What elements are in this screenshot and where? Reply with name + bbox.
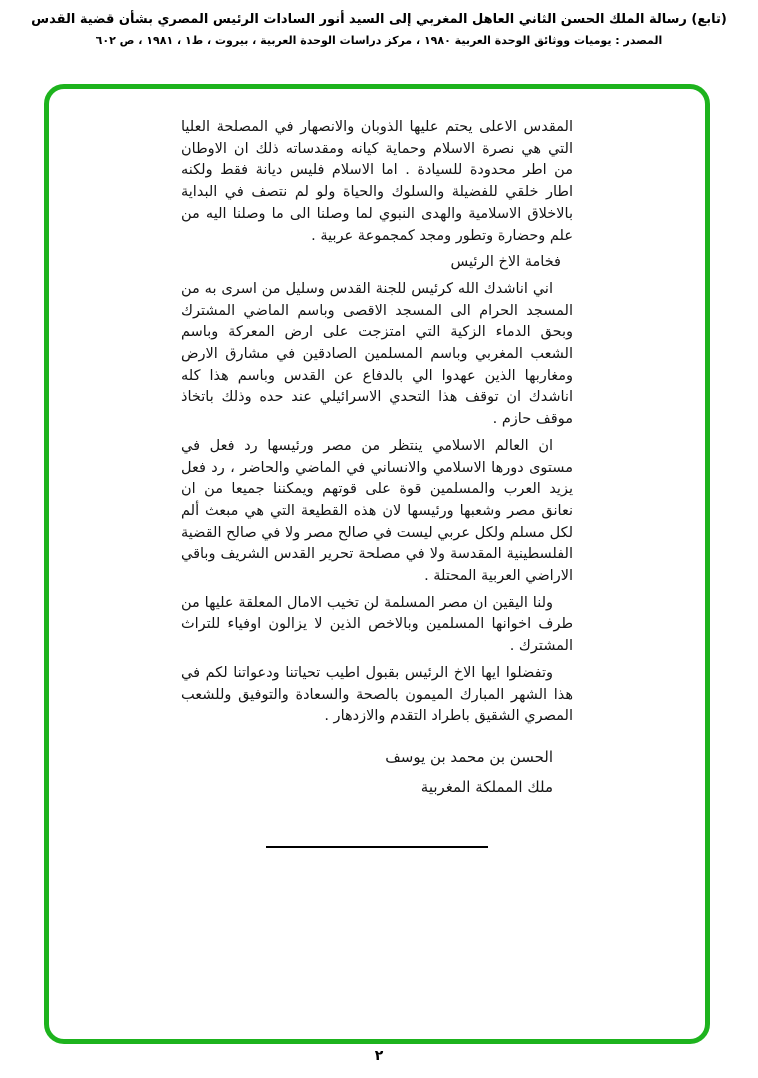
signature-title: ملك المملكة المغربية	[420, 777, 553, 796]
letter-paragraph: ان العالم الاسلامي ينتظر من مصر ورئيسها رد فعل في مستوى دورها الاسلامي والانساني في الماضي والحاضر ، رد فعل يزيد العرب والمسلمين قوة على قوتهم ويمكننا جميعا من ان نعانق مصر وشعبها ورئيسها لان هذه القطيعة التي هي مبعث ألم لكل مسلم ولكل عربي ليست في صالح مصر ولا في صالح القضية الفلسطينية المقدسة ولا في مصلحة تحرير القدس الشريف وباقي الاراضي العربية المحتلة .	[181, 437, 573, 585]
page-number: ٢	[374, 1048, 384, 1064]
signature-divider	[266, 846, 488, 848]
green-border-frame	[44, 84, 710, 1044]
letter-paragraph: وتفضلوا ايها الاخ الرئيس بقبول اطيب تحياتنا ودعواتنا لكم في هذا الشهر المبارك الميمون بالصحة والسعادة والتوفيق وللشعب المصري الشقيق باطراد التقدم والازدهار .	[181, 664, 573, 725]
letter-paragraph: اني اناشدك الله كرئيس للجنة القدس وسليل من اسرى به من المسجد الحرام الى المسجد الاقصى وباسم الماضي المشترك وبحق الدماء الزكية التي امتزجت على ارض المعركة وباسم الشعب المغربي وباسم المسلمين الصادقين في مشارق الارض ومغاربها الذين عهدوا الي بالدفاع عن القدس وباسم هذا كله اناشدك ان توقف هذا التحدي الاسرائيلي عند حده وذلك باتخاذ موقف حازم .	[181, 280, 573, 428]
header-source: المصدر : يوميات ووثائق الوحدة العربية ١٩٨٠ ، مركز دراسات الوحدة العربية ، بيروت ، ط١ ، ١٩٨١ ، ص ٦٠٢	[95, 34, 663, 47]
letter-paragraph: ولنا اليقين ان مصر المسلمة لن تخيب الامال المعلقة عليها من طرف اخوانها المسلمين وبالاخص الذين لا يزالون اوفياء للتراث المشترك .	[181, 594, 573, 655]
letter-body	[181, 117, 573, 848]
signature-block	[181, 742, 573, 802]
document-header	[0, 0, 758, 47]
signature-name: الحسن بن محمد بن يوسف	[385, 747, 553, 766]
letter-salutation: فخامة الاخ الرئيس	[450, 254, 561, 271]
header-title: (تابع) رسالة الملك الحسن الثاني العاهل المغربي إلى السيد أنور السادات الرئيس المصري بشأن قضية القدس	[31, 12, 727, 27]
letter-paragraph: المقدس الاعلى يحتم عليها الذوبان والانصهار في المصلحة العليا التي هي نصرة الاسلام وحماية كيانه ومقدساته ذلك ان الاوطان من اطر محدودة للسيادة . اما الاسلام فليس ديانة فقط ولكنه اطار خلقي للفضيلة والسلوك والحياة ولو لم نتصف في البداية بالاخلاق الاسلامية والهدى النبوي لما وصلنا الى ما وصلنا اليه من علم وحضارة وتطور ومجد كمجموعة عربية .	[181, 119, 573, 244]
